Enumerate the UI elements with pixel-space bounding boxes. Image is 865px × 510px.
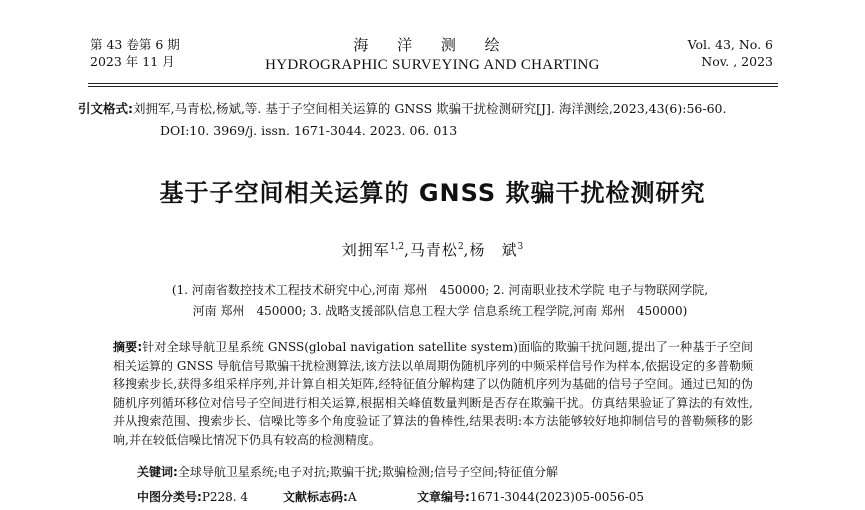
author-name: 刘拥军 — [341, 241, 390, 259]
author-affiliation-mark: 1,2 — [389, 242, 405, 252]
clc-number — [137, 488, 248, 505]
affiliation-line: 河南 郑州 450000; 3. 战略支援部队信息工程大学 信息系统工程学院,河南 郑州 450000) — [192, 304, 688, 318]
date-cn: 2023 年 11 月 — [90, 54, 175, 69]
affiliation-line: (1. 河南省数控技术工程技术研究中心,河南 郑州 450000; 2. 河南职业技术学院 电子与物联网学院, — [171, 283, 709, 297]
article-number-value: 1671-3044(2023)05-0056-05 — [469, 490, 645, 504]
document-code — [283, 488, 356, 505]
keywords-text: 全球导航卫星系统;电子对抗;欺骗干扰;欺骗检测;信号子空间;特征值分解 — [177, 465, 559, 479]
clc-label: 中图分类号: — [137, 490, 202, 504]
citation-block — [78, 98, 798, 142]
journal-name-en: HYDROGRAPHIC SURVEYING AND CHARTING — [265, 57, 600, 73]
clc-value: P228. 4 — [201, 490, 249, 504]
journal-name-cn: 海 洋 测 绘 — [353, 36, 512, 54]
date-en: Nov. , 2023 — [701, 54, 773, 69]
volume-issue-cn: 第 43 卷第 6 期 — [90, 37, 180, 52]
header-rule-bottom — [88, 86, 778, 87]
author-list — [0, 239, 865, 260]
article-number — [417, 488, 644, 505]
paper-title: 基于子空间相关运算的 GNSS 欺骗干扰检测研究 — [159, 179, 706, 207]
author-name: 杨 斌 — [469, 241, 518, 259]
issue-info-right — [688, 36, 773, 70]
keywords-label: 关键词: — [137, 465, 178, 479]
abstract — [113, 338, 753, 449]
document-code-value: A — [347, 490, 357, 504]
author-separator: , — [404, 241, 410, 259]
volume-issue-en: Vol. 43, No. 6 — [687, 37, 773, 52]
author-separator: , — [463, 241, 470, 259]
keywords — [137, 463, 558, 480]
citation-text: 刘拥军,马青松,杨斌,等. 基于子空间相关运算的 GNSS 欺骗干扰检测研究[J]. 海洋测绘,2023,43(6):56-60. — [133, 101, 727, 116]
affiliations — [140, 280, 740, 322]
header-rule-top — [88, 83, 778, 84]
abstract-label: 摘要: — [113, 340, 143, 354]
citation-doi: DOI:10. 3969/j. issn. 1671-3044. 2023. 06. 013 — [160, 123, 458, 138]
citation-label: 引文格式: — [78, 101, 133, 116]
document-code-label: 文献标志码: — [283, 490, 348, 504]
article-number-label: 文章编号: — [417, 490, 470, 504]
author-affiliation-mark: 2 — [457, 242, 464, 252]
author-affiliation-mark: 3 — [517, 242, 524, 252]
journal-header — [0, 0, 865, 92]
author-name: 马青松 — [409, 241, 458, 259]
abstract-text: 针对全球导航卫星系统 GNSS(global navigation satellite system)面临的欺骗干扰问题,提出了一种基于子空间相关运算的 GNSS 导航信号欺骗干扰检测算法,该方法以单周期伪随机序列的中频采样信号作为样本,依据设定的多普勒频移搜索步长,获得多组采样序列,并计算自相关矩阵,经特征值分解构建了以伪随机序列为基础的信号子空间。通过已知的伪随机序列循环移位对信号子空间进行相关运算,根据相关峰值数量判断是否存在欺骗干扰。仿真结果验证了算法的有效性,并从搜索范围、搜索步长、信噪比等多个角度验证了算法的鲁棒性,结果表明:本方法能够较好地抑制信号的普勒频移的影响,并在较低信噪比情况下仍具有较高的检测精度。 — [113, 340, 753, 447]
